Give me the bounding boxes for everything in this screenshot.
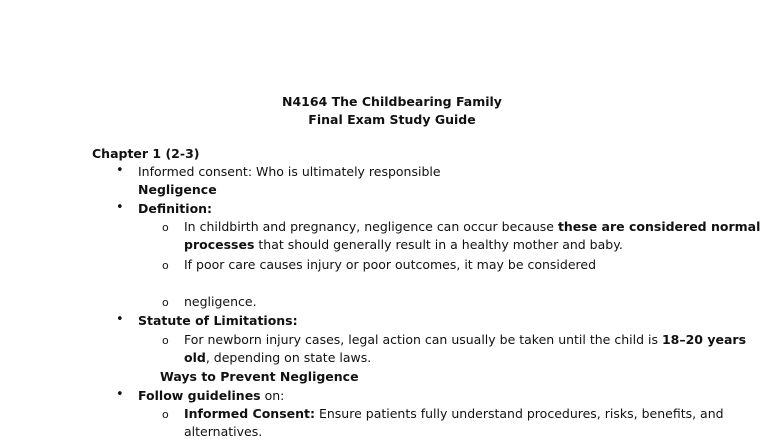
negligence-heading: Negligence <box>138 182 217 197</box>
statute-emphasis: 18–20 years <box>661 332 747 347</box>
follow-emphasis: Follow guidelines <box>138 388 261 403</box>
doc-subtitle: Final Exam Study Guide <box>308 112 476 127</box>
consent-text: Ensure patients fully understand procedures, risks, benefits, and <box>315 406 724 421</box>
ways-heading: Ways to Prevent Negligence <box>160 369 359 384</box>
statute-text: , depending on state laws. <box>205 350 372 365</box>
definition-text: In childbirth and pregnancy, negligence can occur because <box>184 219 558 234</box>
statute-line-2 <box>184 350 371 366</box>
sub-bullet-marker: o <box>162 296 169 309</box>
bullet-marker: • <box>116 387 124 402</box>
sub-bullet-marker: o <box>162 408 169 421</box>
bullet-marker: • <box>116 163 124 178</box>
definition-line-2 <box>184 237 623 253</box>
follow-text: on: <box>260 388 285 403</box>
definition-line-1 <box>184 219 760 235</box>
definition-negligence: negligence. <box>184 294 257 309</box>
definition-label: Definition: <box>138 201 213 216</box>
bullet-marker: • <box>116 312 124 327</box>
sub-bullet-marker: o <box>162 259 169 272</box>
consent-line-2: alternatives. <box>184 424 263 439</box>
statute-emphasis: old <box>184 350 206 365</box>
consent-emphasis: Informed Consent: <box>184 406 315 421</box>
definition-emphasis: these are considered normal <box>557 219 761 234</box>
chapter-heading: Chapter 1 (2-3) <box>92 146 200 161</box>
bullet-marker: • <box>116 200 124 215</box>
consent-line-1 <box>184 406 724 422</box>
definition-text: that should generally result in a healthy mother and baby. <box>254 237 623 252</box>
definition-emphasis: processes <box>184 237 255 252</box>
statute-label: Statute of Limitations: <box>138 313 298 328</box>
doc-title: N4164 The Childbearing Family <box>282 94 502 109</box>
statute-text: For newborn injury cases, legal action can usually be taken until the child is <box>184 332 662 347</box>
follow-guidelines <box>138 388 284 404</box>
statute-line-1 <box>184 332 746 348</box>
sub-bullet-marker: o <box>162 334 169 347</box>
sub-bullet-marker: o <box>162 221 169 234</box>
definition-poor-care: If poor care causes injury or poor outcomes, it may be considered <box>184 257 597 272</box>
consent-item: Informed consent: Who is ultimately responsible <box>138 164 441 179</box>
